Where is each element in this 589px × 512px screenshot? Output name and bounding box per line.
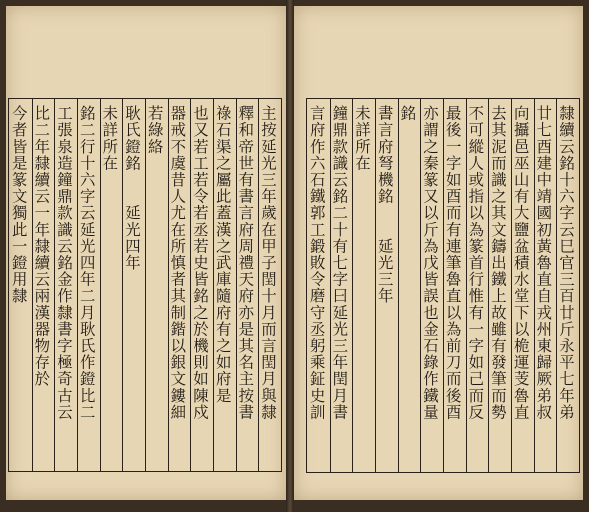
right_page-column-rule (352, 99, 353, 472)
book-gutter (286, 0, 294, 512)
right_page-column-rule (443, 99, 444, 472)
right_page-text-column: 廿七酉建中靖國初黃魯直自戎州東歸厥弟叔 (534, 105, 553, 421)
right_page-text-column: 不可縱人或指以為篆首行惟有一字如己而反 (466, 105, 485, 421)
left_page-column-rule (100, 99, 101, 471)
left_page-text-column: 銘二行十六字云延光四年二月耿氏作鐙比二 (77, 105, 96, 421)
left_page-text-column: 祿石渠之屬此蓋漢之武庫隨府有之如府是 (213, 105, 232, 404)
right_page-text-column: 去其泥而識之其文鑄出鐵上故雖有發筆而勢 (488, 105, 507, 421)
right_page-text-column: 言府作六石鐵郭工鍛敗令磨守丞躬乘鉦史訓 (307, 105, 326, 421)
right_page-text-column: 鐘鼎款識云銘二十有七字曰延光三年閏月書 (330, 105, 349, 421)
right_page-text-column: 書言府弩機銘 延光三年 (375, 105, 394, 305)
left_page-text-column: 耿氏鐙銘 延光四年 (122, 105, 141, 271)
right_page-column-rule (488, 99, 489, 472)
left_page-text-column: 今者皆是篆文獨此一鐙用隸 (9, 105, 28, 305)
left_page-column-rule (32, 99, 33, 471)
right_page-column-rule (330, 99, 331, 472)
right_page-column-rule (466, 99, 467, 472)
right_page-column-rule (375, 99, 376, 472)
right_page-column-rule (556, 99, 557, 472)
left_page-text-column: 主按延光三年歲在甲子閏十月而言閏月與隸 (258, 105, 277, 421)
left_page-text-column: 比二年隸續云一年隸續云兩漢器物存於 (32, 105, 51, 388)
right_page-column-rule (420, 99, 421, 472)
left_page-text-column: 釋和帝世有書言府周禮天府亦是其名主按書 (236, 105, 255, 421)
right_page-column-rule (511, 99, 512, 472)
left_page-column-rule (54, 99, 55, 471)
left_page-column-rule (236, 99, 237, 471)
left_page-column-rule (213, 99, 214, 471)
left_page-text-column: 未詳所在 (100, 105, 119, 172)
left_page-column-rule (122, 99, 123, 471)
right_page-text-column: 銘 (398, 105, 417, 122)
right_page-column-rule (534, 99, 535, 472)
left_page-column-rule (258, 99, 259, 471)
right_page-text-column: 最後一字如酉而有連筆魯直以為前刀而後酉 (443, 105, 462, 421)
left_page-column-rule (168, 99, 169, 471)
right_page-text-column: 向攝邑巫山有大鹽盆積水堂下以桅運芰魯直 (511, 105, 530, 421)
left_page-column-rule (77, 99, 78, 471)
left_page-column-rule (190, 99, 191, 471)
left-page (6, 6, 286, 500)
left-page-frame (8, 98, 282, 472)
right-page (294, 6, 583, 500)
right_page-column-rule (398, 99, 399, 472)
left_page-text-column: 若綠絡 (145, 105, 164, 155)
left_page-column-rule (145, 99, 146, 471)
left_page-text-column: 也又若工若令若丞若史皆銘之於機則如陳戍 (190, 105, 209, 421)
right_page-text-column: 亦謂之秦篆又以斤為戊皆誤也金石錄作鐵量 (420, 105, 439, 421)
right_page-text-column: 隸續云銘十六字云巳官三百廿斤永平七年弟 (556, 105, 575, 421)
right_page-text-column: 未詳所在 (352, 105, 371, 172)
left_page-text-column: 器戒不虞昔人尤在所慎者其制鍇以銀文鏤細 (168, 105, 187, 421)
left_page-text-column: 工張泉造鐘鼎款識云銘金作隸書字極奇古云 (54, 105, 73, 421)
right-page-frame (306, 98, 580, 473)
